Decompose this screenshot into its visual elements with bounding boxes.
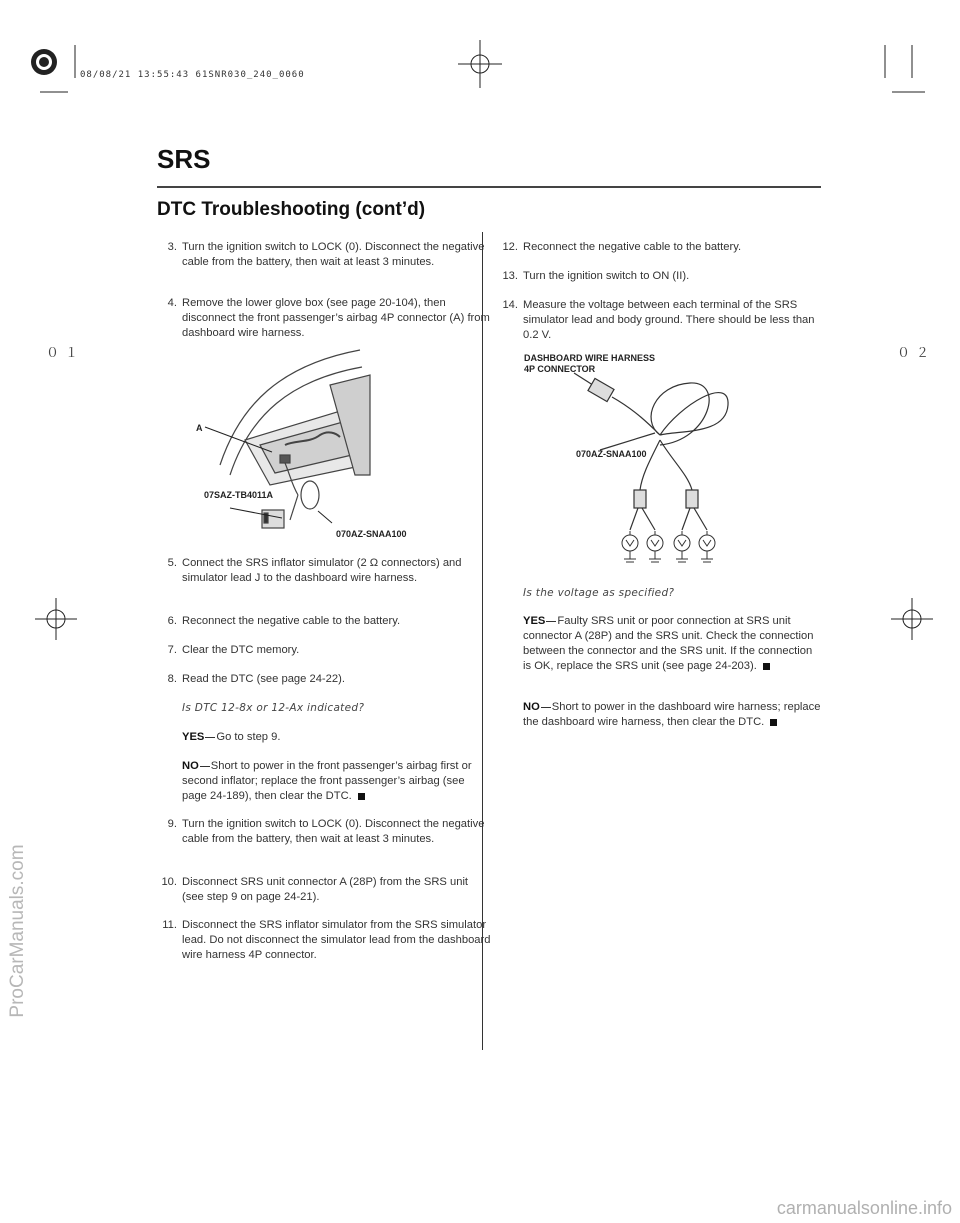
step-5	[157, 556, 492, 586]
dash	[541, 707, 551, 708]
answer-yes	[523, 614, 823, 674]
step-text: Turn the ignition switch to ON (II).	[523, 270, 690, 282]
step-12	[498, 240, 833, 255]
section-title: SRS	[157, 144, 211, 174]
step-text: Remove the lower glove box (see page 20-104), then disconnect the front passenger’s airbag 4P connector (A) from dashboard wire harness.	[182, 297, 490, 339]
margin-number-right: ０２	[897, 346, 936, 361]
step-10	[157, 875, 492, 905]
step-text: Turn the ignition switch to LOCK (0). Disconnect the negative cable from the battery, then wait at least 3 minutes.	[182, 818, 485, 845]
step-number: 14.	[502, 299, 518, 311]
step-14	[498, 298, 833, 343]
dash	[546, 621, 556, 622]
print-stamp: 08/08/21 13:55:43 61SNR030_240_0060	[80, 70, 305, 80]
step-7	[157, 643, 492, 658]
no-text: Short to power in the dashboard wire harness; replace the dashboard wire harness, then clear the DTC.	[523, 701, 821, 728]
step-4	[157, 296, 492, 341]
step-text: Disconnect the SRS inflator simulator from the SRS simulator lead. Do not disconnect the simulator lead from the dashboard wire harness 4P connector.	[182, 919, 491, 961]
yes-label: YES	[523, 615, 546, 627]
yes-text: Faulty SRS unit or poor connection at SRS unit connector A (28P) and the SRS unit. Check the connection between the connector and the SRS unit. If the connection is OK, replace the SRS unit (see page 24-203).	[523, 615, 814, 672]
no-text: Short to power in the front passenger’s airbag first or second inflator; replace the front passenger’s airbag (see page 24-189), then clear the DTC.	[182, 760, 472, 802]
side-watermark: ProCarManuals.com	[7, 844, 28, 1018]
step-number: 5.	[167, 557, 177, 569]
step-9	[157, 817, 492, 847]
step-number: 10.	[161, 876, 177, 888]
step-text: Clear the DTC memory.	[182, 644, 300, 656]
yes-text: Go to step 9.	[216, 731, 281, 743]
step-text: Read the DTC (see page 24-22).	[182, 673, 345, 685]
page-subtitle: DTC Troubleshooting (cont’d)	[157, 199, 426, 220]
step-number: 8.	[167, 673, 177, 685]
dash	[205, 737, 215, 738]
end-square-icon	[770, 719, 777, 726]
step-number: 6.	[167, 615, 177, 627]
figure-label-connector-line1: DASHBOARD WIRE HARNESS	[524, 353, 656, 363]
step-number: 13.	[502, 270, 518, 282]
simulator-lead-voltage-illustration	[560, 365, 760, 575]
end-square-icon	[763, 663, 770, 670]
step-text: Reconnect the negative cable to the battery.	[182, 615, 401, 627]
step-number: 3.	[167, 241, 177, 253]
yes-label: YES	[182, 731, 205, 743]
no-label: NO	[523, 701, 540, 713]
step-text: Connect the SRS inflator simulator (2 Ω connectors) and simulator lead J to the dashboard wire harness.	[182, 557, 462, 584]
step-8	[157, 672, 492, 687]
figure-label-connector-line2: 4P CONNECTOR	[524, 364, 596, 374]
step-number: 11.	[162, 919, 177, 931]
step-13	[498, 269, 833, 284]
step-number: 9.	[167, 818, 177, 830]
step-number: 7.	[167, 644, 177, 656]
figure-label-tool: 070AZ-SNAA100	[576, 449, 647, 459]
answer-no	[182, 759, 482, 804]
answer-yes	[182, 730, 482, 745]
bottom-watermark: carmanualsonline.info	[776, 1198, 952, 1218]
step-3	[157, 240, 492, 270]
step-11	[157, 918, 492, 963]
end-square-icon	[358, 793, 365, 800]
question-dtc: Is DTC 12-8x or 12-Ax indicated?	[182, 702, 365, 714]
step-text: Turn the ignition switch to LOCK (0). Disconnect the negative cable from the battery, then wait at least 3 minutes.	[182, 241, 485, 268]
glove-box-connector-illustration	[210, 345, 370, 535]
figure-label-tool-2: 070AZ-SNAA100	[336, 529, 407, 539]
step-6	[157, 614, 492, 629]
header-rule	[157, 186, 821, 188]
no-label: NO	[182, 760, 199, 772]
step-number: 12.	[502, 241, 518, 253]
step-text: Disconnect SRS unit connector A (28P) from the SRS unit (see step 9 on page 24-21).	[182, 876, 469, 903]
margin-number-left: ０１	[46, 346, 85, 361]
figure-label-tool-1: 07SAZ-TB4011A	[204, 490, 274, 500]
answer-no	[523, 700, 823, 730]
dash	[200, 766, 210, 767]
question-voltage: Is the voltage as specified?	[523, 587, 675, 599]
step-text: Measure the voltage between each terminal of the SRS simulator lead and body ground. There should be less than 0.2 V.	[523, 299, 815, 341]
figure-label-a: A	[196, 423, 203, 433]
step-text: Reconnect the negative cable to the battery.	[523, 241, 742, 253]
step-number: 4.	[167, 297, 177, 309]
